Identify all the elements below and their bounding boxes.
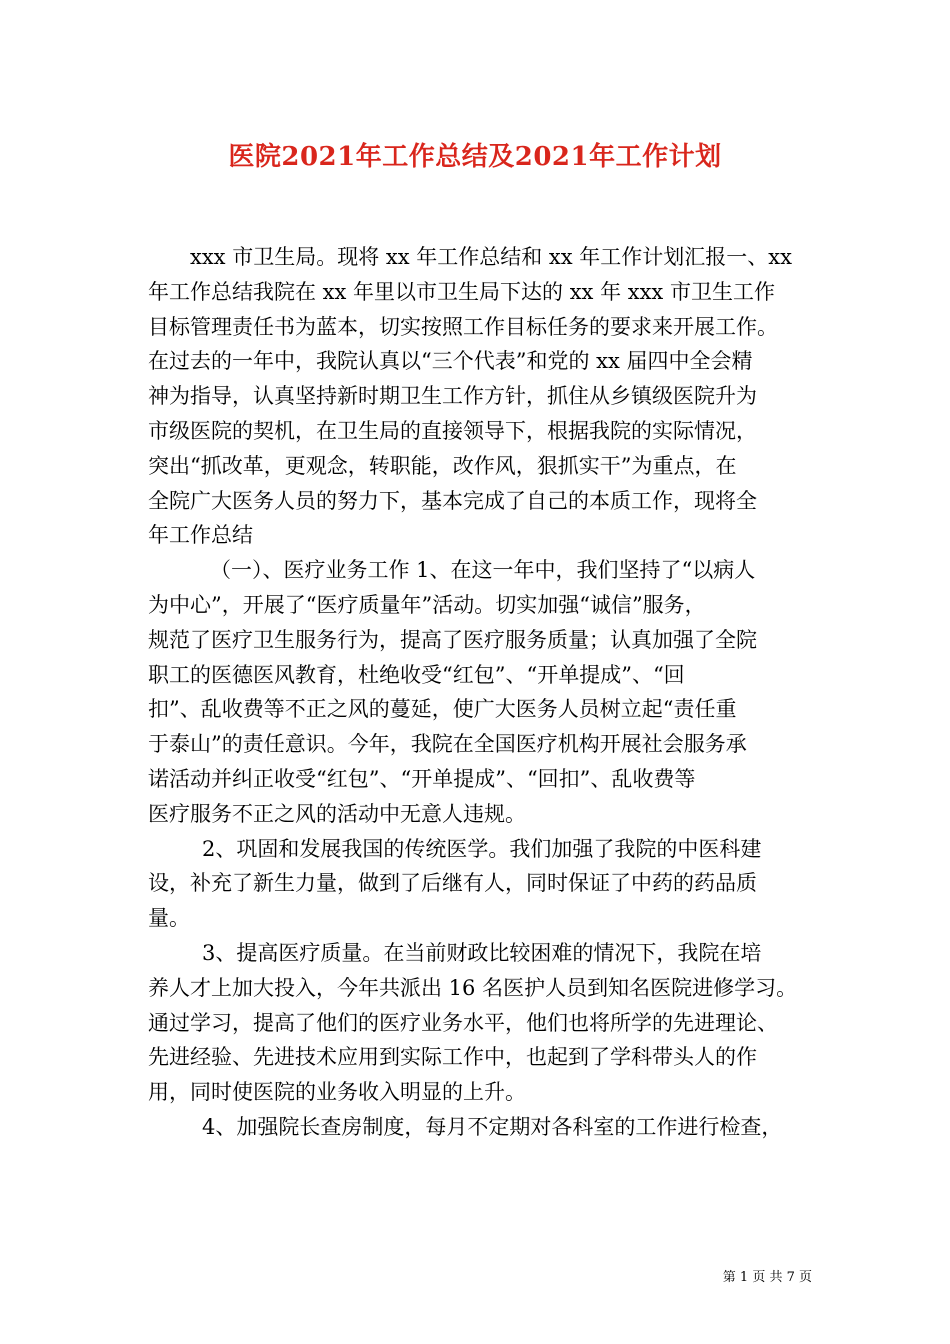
- text-line: 全院广大医务人员的努力下，基本完成了自己的本质工作，现将全: [148, 488, 757, 513]
- text-line: （一）、医疗业务工作 1、在这一年中，我们坚持了“以病人: [210, 558, 756, 583]
- text-line: 目标管理责任书为蓝本，切实按照工作目标任务的要求来开展工作。: [148, 314, 778, 339]
- text-line: 通过学习，提高了他们的医疗业务水平，他们也将所学的先进理论、: [148, 1010, 778, 1035]
- text-line: 诺活动并纠正收受“红包”、“开单提成”、“回扣”、乱收费等: [148, 766, 696, 791]
- text-line: 突出“抓改革，更观念，转职能，改作风，狠抓实干”为重点，在: [148, 453, 737, 478]
- text-line: 为中心”，开展了“医疗质量年”活动。切实加强“诚信”服务，: [148, 592, 706, 617]
- paragraph-2: [148, 553, 812, 831]
- text-line: 扣”、乱收费等不正之风的蔓延，使广大医务人员树立起“责任重: [148, 697, 737, 722]
- text-line: xxx 市卫生局。现将 xx 年工作总结和 xx 年工作计划汇报一、xx: [190, 245, 792, 269]
- paragraph-1: [148, 240, 812, 553]
- text-line: 养人才上加大投入，今年共派出 16 名医护人员到知名医院进修学习。: [148, 975, 798, 1000]
- text-line: 年工作总结我院在 xx 年里以市卫生局下达的 xx 年 xxx 市卫生工作: [148, 279, 775, 304]
- text-line: 规范了医疗卫生服务行为，提高了医疗服务质量；认真加强了全院: [148, 627, 757, 652]
- text-line: 先进经验、先进技术应用到实际工作中，也起到了学科带头人的作: [148, 1045, 757, 1070]
- text-line: 医疗服务不正之风的活动中无意人违规。: [148, 801, 526, 826]
- text-line: 2、巩固和发展我国的传统医学。我们加强了我院的中医科建: [202, 836, 762, 861]
- text-line: 职工的医德医风教育，杜绝收受“红包”、“开单提成”、“回: [148, 662, 685, 687]
- text-line: 年工作总结: [148, 523, 253, 548]
- paragraph-3: [148, 832, 812, 936]
- text-line: 用，同时使医院的业务收入明显的上升。: [148, 1080, 526, 1105]
- text-line: 市级医院的契机，在卫生局的直接领导下，根据我院的实际情况，: [148, 418, 757, 443]
- text-line: 量。: [148, 906, 190, 931]
- page-number: 第 1 页 共 7 页: [722, 1270, 812, 1285]
- text-line: 设，补充了新生力量，做到了后继有人，同时保证了中药的药品质: [148, 871, 757, 896]
- text-line: 于泰山”的责任意识。今年，我院在全国医疗机构开展社会服务承: [148, 732, 747, 757]
- text-line: 神为指导，认真坚持新时期卫生工作方针，抓住从乡镇级医院升为: [148, 384, 757, 409]
- text-line: 4、加强院长查房制度，每月不定期对各科室的工作进行检查，: [202, 1114, 783, 1139]
- text-line: 3、提高医疗质量。在当前财政比较困难的情况下，我院在培: [202, 940, 762, 965]
- document-title: 医院2021年工作总结及2021年工作计划: [228, 142, 722, 172]
- document-body: [148, 240, 812, 1145]
- paragraph-4: [148, 936, 812, 1110]
- paragraph-5: [148, 1110, 812, 1145]
- text-line: 在过去的一年中，我院认真以“三个代表”和党的 xx 届四中全会精: [148, 349, 753, 374]
